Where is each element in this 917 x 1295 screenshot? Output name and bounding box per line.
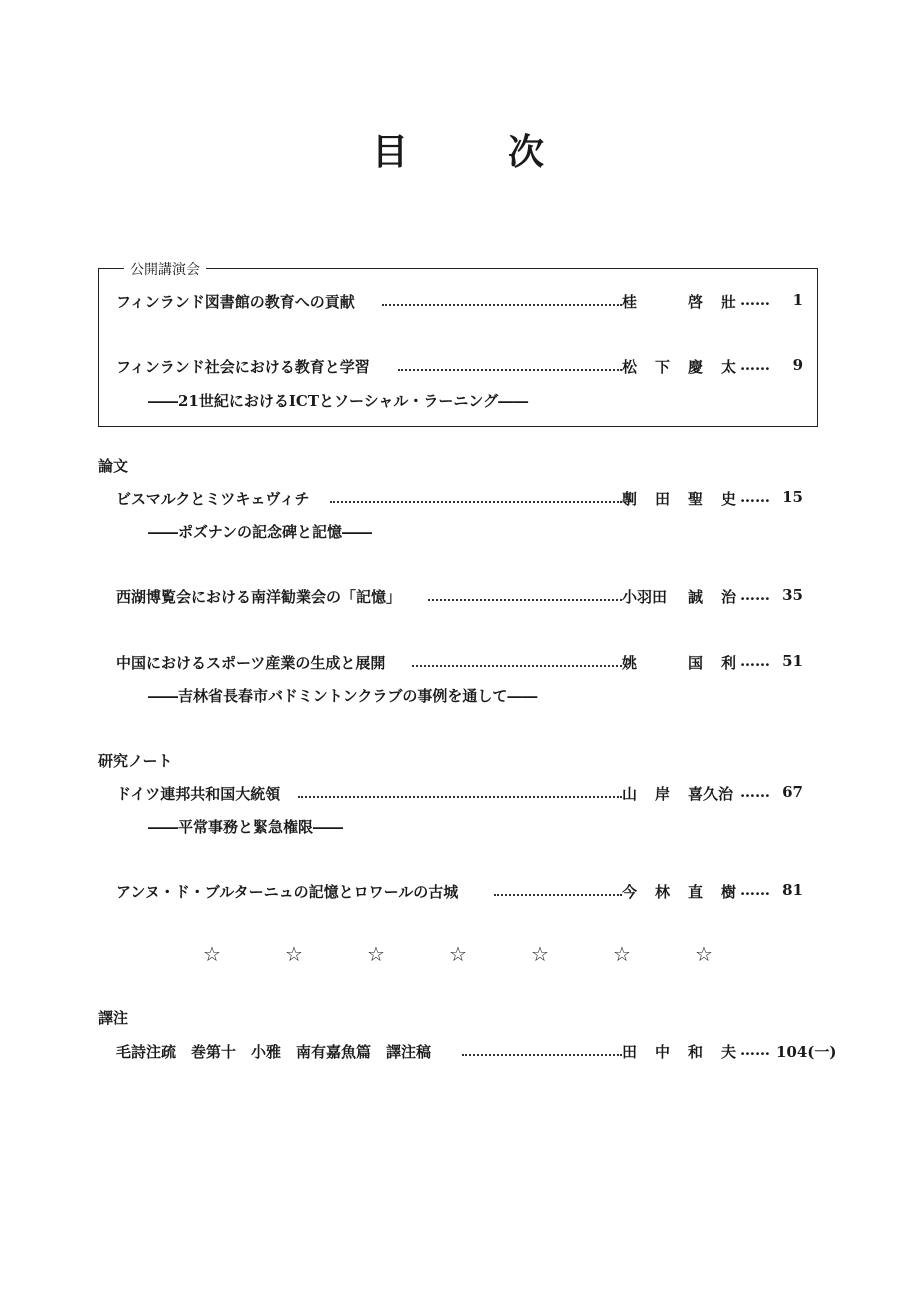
- section-heading: 論文: [98, 457, 129, 475]
- entry-page: 51: [782, 652, 803, 670]
- trailing-dots: ……: [740, 291, 770, 309]
- star-divider-icon: ☆: [613, 942, 631, 966]
- entry-title[interactable]: フィンランド社会における教育と学習: [116, 358, 370, 376]
- dot-leader: [330, 501, 622, 503]
- trailing-dots: ……: [740, 881, 770, 899]
- dot-leader: [428, 599, 622, 601]
- trailing-dots: ……: [740, 1041, 770, 1059]
- star-divider-icon: ☆: [203, 942, 221, 966]
- entry-title[interactable]: ビスマルクとミツキェヴィチ: [116, 490, 310, 508]
- trailing-dots: ……: [740, 356, 770, 374]
- dot-leader: [382, 304, 622, 306]
- entry-subtitle: ――21世紀におけるICTとソーシャル・ラーニング――: [148, 392, 529, 410]
- star-divider-icon: ☆: [449, 942, 467, 966]
- page-title-first-char: 目: [372, 131, 409, 173]
- star-divider-icon: ☆: [367, 942, 385, 966]
- entry-title[interactable]: アンヌ・ド・ブルターニュの記憶とロワールの古城: [116, 883, 459, 901]
- entry-page: 15: [782, 488, 803, 506]
- entry-subtitle: ――平常事務と緊急権限――: [148, 818, 344, 836]
- dot-leader: [412, 665, 622, 667]
- entry-title[interactable]: フィンランド図書館の教育への貢献: [116, 293, 355, 311]
- dot-leader: [462, 1054, 622, 1056]
- entry-title[interactable]: 毛詩注疏 巻第十 小雅 南有嘉魚篇 譯注稿: [116, 1043, 432, 1061]
- entry-subtitle: ――ポズナンの記念碑と記憶――: [148, 523, 372, 541]
- entry-title[interactable]: ドイツ連邦共和国大統領: [116, 785, 281, 803]
- trailing-dots: ……: [740, 488, 770, 506]
- entry-subtitle: ――吉林省長春市バドミントンクラブの事例を通して――: [148, 687, 538, 705]
- trailing-dots: ……: [740, 586, 770, 604]
- entry-page: 67: [782, 783, 803, 801]
- page-title-second-char: 次: [508, 131, 545, 173]
- star-divider-icon: ☆: [531, 942, 549, 966]
- dot-leader: [494, 894, 622, 896]
- dot-leader: [398, 369, 622, 371]
- dot-leader: [298, 796, 622, 798]
- entry-page: 1: [792, 291, 803, 309]
- entry-page: 104(一): [776, 1043, 837, 1061]
- entry-page: 35: [782, 586, 803, 604]
- entry-page: 81: [782, 881, 803, 899]
- section-heading: 研究ノート: [98, 752, 173, 770]
- trailing-dots: ……: [740, 652, 770, 670]
- entry-title[interactable]: 中国におけるスポーツ産業の生成と展開: [116, 654, 386, 672]
- star-divider-icon: ☆: [285, 942, 303, 966]
- trailing-dots: ……: [740, 783, 770, 801]
- star-divider-icon: ☆: [695, 942, 713, 966]
- section-heading: 譯注: [98, 1009, 129, 1027]
- lecture-box-label: 公開講演会: [124, 259, 206, 279]
- entry-title[interactable]: 西湖博覧会における南洋勧業会の「記憶」: [116, 588, 402, 606]
- entry-page: 9: [792, 356, 803, 374]
